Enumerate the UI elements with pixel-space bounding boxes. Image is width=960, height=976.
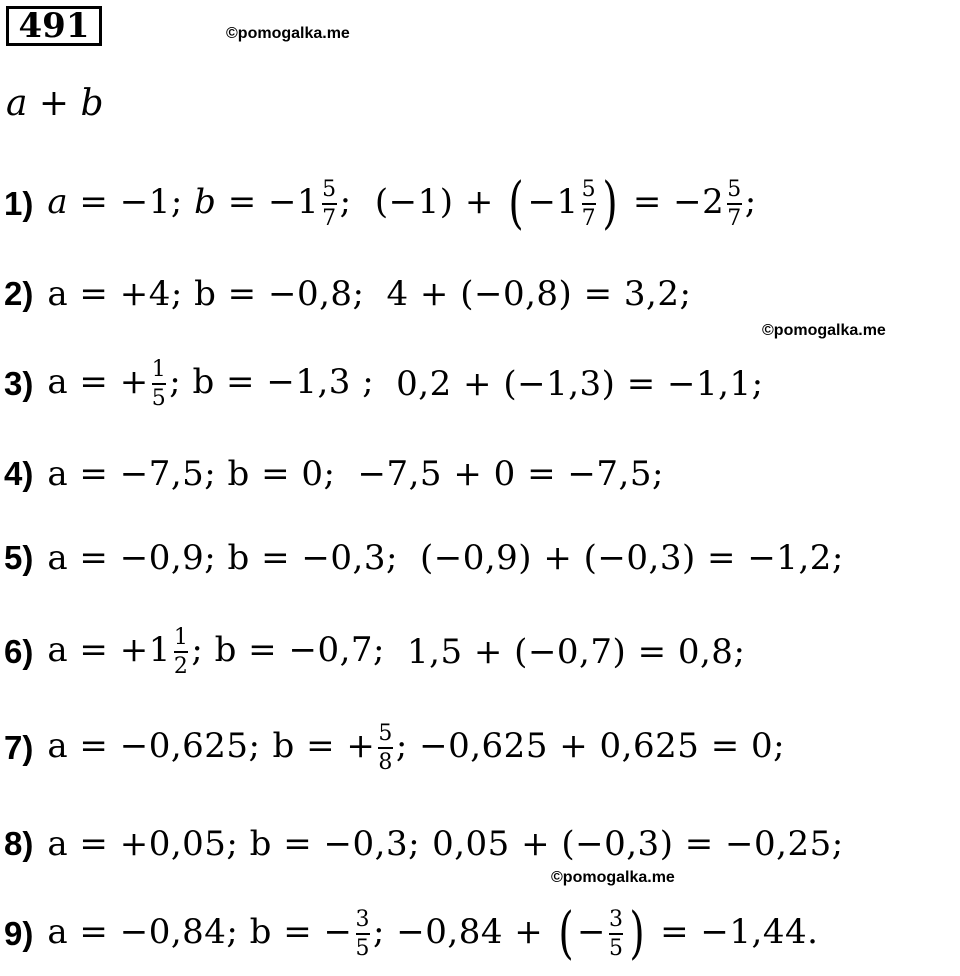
fraction: $\frac{5}{7}$ (581, 176, 597, 231)
task-number: 491 (18, 6, 90, 46)
item-number: 9) (4, 915, 34, 952)
math-calculation: 0,2 + (−1,3) = −1,1; (396, 364, 764, 404)
solution-line-1 (4, 164, 757, 244)
item-number: 7) (4, 729, 34, 766)
result-whole: = −2 (632, 182, 725, 222)
value-a: −1 (119, 182, 171, 222)
math-expression: a = −0,9; b = −0,3; (47, 538, 398, 578)
fraction: $\frac{1}{5}$ (151, 356, 167, 411)
sum-part: (−1) + (374, 182, 506, 222)
math-calculation: 4 + (−0,8) = 3,2; (386, 274, 692, 314)
watermark: ©pomogalka.me (762, 322, 886, 339)
math-calculation: (−0,9) + (−0,3) = −1,2; (419, 538, 844, 578)
fraction: $\frac{3}{5}$ (608, 906, 624, 961)
math-expression: a = −0,625; b = + $\frac{5}{8}$ ; −0,625 + 0,625 = 0; (47, 720, 786, 775)
watermark: ©pomogalka.me (551, 869, 675, 886)
math-calculation: 0,05 + (−0,3) = −0,25; (432, 824, 844, 864)
item-number: 4) (4, 455, 34, 492)
item-number: 8) (4, 825, 34, 862)
solution-line-2 (4, 254, 691, 334)
fraction: $\frac{3}{5}$ (355, 906, 371, 961)
solution-line-5 (4, 518, 844, 598)
solution-line-7 (4, 708, 785, 788)
math-calculation: 1,5 + (−0,7) = 0,8; (407, 632, 746, 672)
fraction: $\frac{5}{8}$ (378, 720, 393, 775)
math-expression: a = −0,84; b = − $\frac{3}{5}$ ; −0,84 + (− $\frac{3}{5}$ ) = −1,44. (47, 901, 819, 966)
task-number-box (6, 6, 102, 46)
math-expression: a = + $\frac{1}{5}$ ; b = −1,3 ; (47, 356, 375, 411)
math-expression: a = +4; b = −0,8; (47, 274, 365, 314)
watermark: ©pomogalka.me (226, 25, 350, 42)
item-number: 3) (4, 365, 34, 402)
fraction: $\frac{5}{7}$ (727, 176, 742, 231)
solution-line-4 (4, 434, 664, 514)
expression-title: a + b (6, 83, 104, 124)
solution-line-3 (4, 344, 764, 424)
math-calculation: −7,5 + 0 = −7,5; (357, 454, 664, 494)
item-number: 1) (4, 185, 34, 222)
fraction: $\frac{5}{7}$ (322, 176, 337, 231)
value-b-whole: −1 (268, 182, 320, 222)
math-expression: a = −7,5; b = 0; (47, 454, 336, 494)
math-expression: a = +0,05; b = −0,3; (47, 824, 421, 864)
solution-line-9 (4, 894, 818, 974)
math-expression: a = −1; b = −1 $\frac{5}{7}$ ; (−1) + (−1 $\frac{5}{7}$ ) = −2 $\frac{5}{7}$ ; (47, 171, 757, 236)
fraction: $\frac{1}{2}$ (173, 624, 189, 679)
math-expression: a = +1 $\frac{1}{2}$ ; b = −0,7; (47, 624, 385, 679)
solution-line-8 (4, 804, 844, 884)
item-number: 6) (4, 633, 34, 670)
solution-line-6 (4, 612, 745, 692)
item-number: 2) (4, 275, 34, 312)
item-number: 5) (4, 539, 34, 576)
